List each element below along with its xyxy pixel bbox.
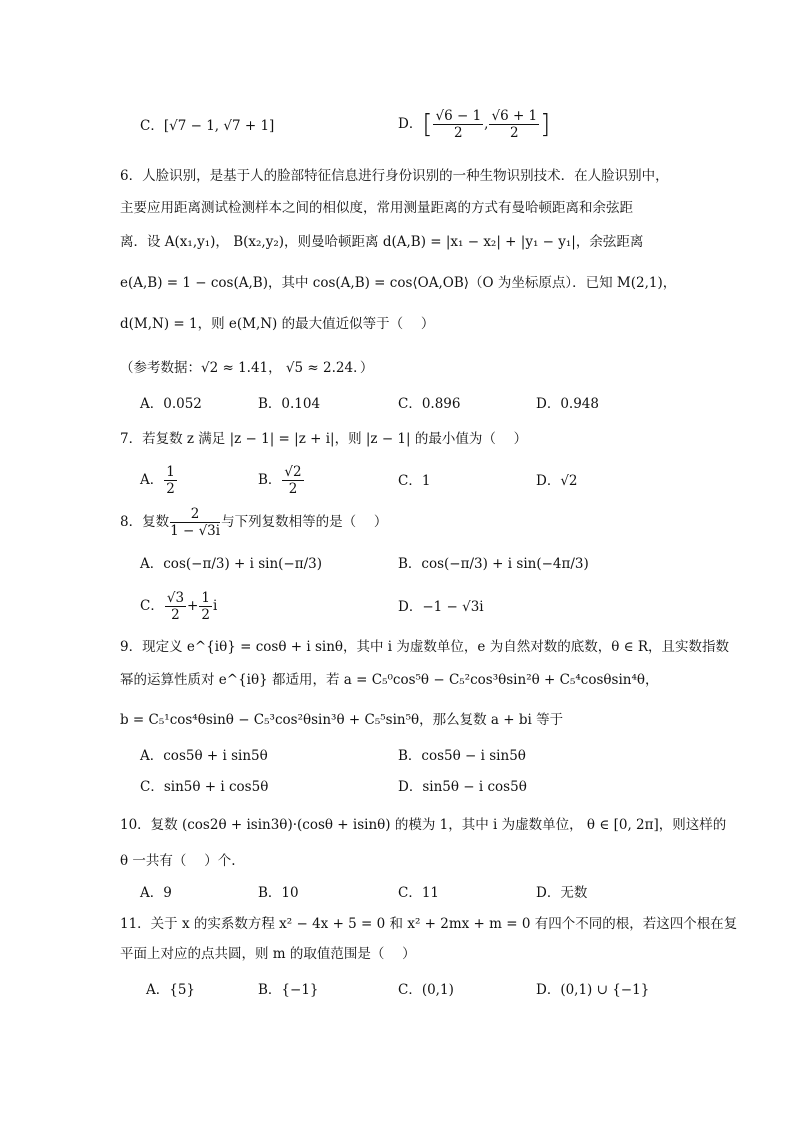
q11-line-1: 11．关于 x 的实系数方程 x² − 4x + 5 = 0 和 x² + 2mx + m = 0 有四个不同的根，若这四个根在复 [120,916,738,932]
q7-option-c: C．1 [398,473,431,489]
q9-option-d: D．sin5θ − i cos5θ [398,779,527,795]
q7-option-b: B． $\frac{√2}{2}$ [258,464,302,497]
q7-stem: 7．若复数 z 满足 |z − 1| = |z + i|，则 |z − 1| 的最小值为（ ） [120,431,528,447]
q10-option-a: A．9 [140,885,172,901]
q5-option-c: C．[√7 − 1, √7 + 1] [140,118,275,134]
q9-line-2: 幂的运算性质对 e^{iθ} 都适用，若 a = C₅⁰cos⁵θ − C₅²cos³θsin²θ + C₅⁴cosθsin⁴θ， [120,672,659,688]
q9-option-a: A．cos5θ + i sin5θ [140,748,268,764]
q5-option-d: D．[ $\frac{√6 - 1}{2}$ , $\frac{√6 + 1}{2}$ ] [398,108,551,141]
q6-reference-data: （参考数据：√2 ≈ 1.41， √5 ≈ 2.24．） [120,360,374,376]
q10-option-c: C．11 [398,885,440,901]
q6-line-3: 离．设 A(x₁,y₁)， B(x₂,y₂)，则曼哈顿距离 d(A,B) = |x₁ − x₂| + |y₁ − y₁|，余弦距离 [120,234,644,250]
q11-line-2: 平面上对应的点共圆，则 m 的取值范围是（ ） [120,946,416,962]
q9-option-c: C．sin5θ + i cos5θ [140,779,269,795]
q11-option-a: A．{5} [146,982,196,998]
q6-line-5: d(M,N) = 1，则 e(M,N) 的最大值近似等于（ ） [120,316,435,332]
q6-option-b: B．0.104 [258,396,321,412]
q6-line-2: 主要应用距离测试检测样本之间的相似度，常用测量距离的方式有曼哈顿距离和余弦距 [120,200,633,216]
q6-option-a: A．0.052 [140,396,202,412]
q8-stem: 8．复数 $\frac{2}{1 - √3i}$ 与下列复数相等的是（ ） [120,506,388,539]
q6-line-1: 6．人脸识别，是基于人的脸部特征信息进行身份识别的一种生物识别技术．在人脸识别中， [120,168,669,184]
q8-option-a: A．cos(−π/3) + i sin(−π/3) [140,556,323,572]
q11-option-b: B．{−1} [258,982,319,998]
q6-option-c: C．0.896 [398,396,461,412]
q11-option-c: C．(0,1) [398,982,454,998]
q8-option-c: C． $\frac{√3}{2}$ + $\frac{1}{2}$ i [140,590,218,623]
q10-line-2: θ 一共有（ ）个. [120,853,236,869]
q8-option-d: D．−1 − √3i [398,599,484,615]
q6-option-d: D．0.948 [536,396,599,412]
q11-option-d: D．(0,1) ∪ {−1} [536,982,650,998]
q9-line-1: 9．现定义 e^{iθ} = cosθ + i sinθ，其中 i 为虚数单位，e 为自然对数的底数，θ ∈ R，且实数指数 [120,639,730,655]
q7-option-a: A． $\frac{1}{2}$ [140,464,175,497]
q6-line-4: e(A,B) = 1 − cos(A,B)，其中 cos(A,B) = cos⟨OA,OB⟩（O 为坐标原点）．已知 M(2,1)， [120,275,677,291]
q10-option-d: D．无数 [536,885,588,901]
q7-option-d: D．√2 [536,473,578,489]
q8-option-b: B．cos(−π/3) + i sin(−4π/3) [398,556,589,572]
q9-option-b: B．cos5θ − i sin5θ [398,748,526,764]
q10-line-1: 10．复数 (cos2θ + isin3θ)·(cosθ + isinθ) 的模为 1，其中 i 为虚数单位， θ ∈ [0, 2π]，则这样的 [120,817,727,833]
q9-line-3: b = C₅¹cos⁴θsinθ − C₅³cos²θsin³θ + C₅⁵sin⁵θ，那么复数 a + bi 等于 [120,712,564,728]
q10-option-b: B．10 [258,885,299,901]
